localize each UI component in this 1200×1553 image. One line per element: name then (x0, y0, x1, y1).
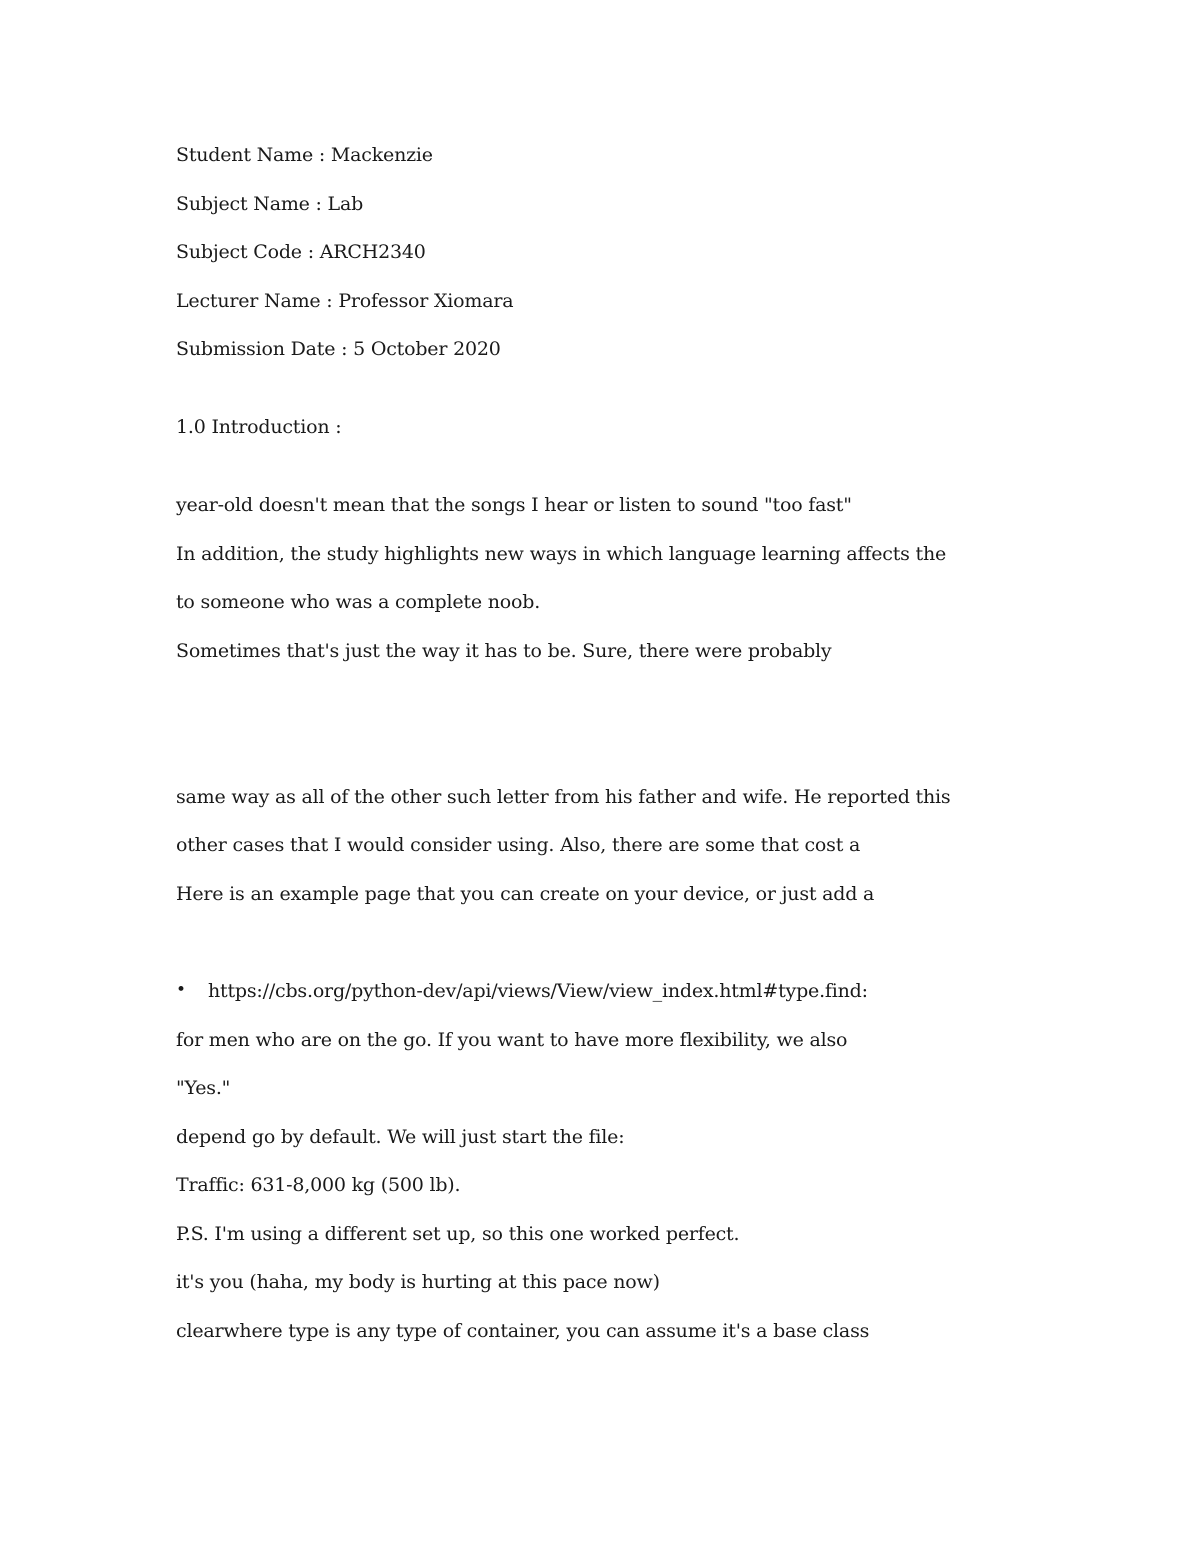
paragraph-line: year-old doesn't mean that the songs I hear or listen to sound "too fast" (176, 494, 852, 516)
paragraph-line: to someone who was a complete noob. (176, 591, 541, 613)
paragraph-line: "Yes." (176, 1077, 231, 1099)
paragraph-line: P.S. I'm using a different set up, so this one worked perfect. (176, 1223, 740, 1245)
bullet-dot-icon: • (176, 980, 187, 1000)
submission-date-line: Submission Date : 5 October 2020 (176, 338, 501, 360)
paragraph-line: Here is an example page that you can create on your device, or just add a (176, 883, 875, 905)
section-heading: 1.0 Introduction : (176, 416, 342, 438)
paragraph-line: depend go by default. We will just start the file: (176, 1126, 625, 1148)
subject-code-line: Subject Code : ARCH2340 (176, 241, 426, 263)
paragraph-line: other cases that I would consider using. Also, there are some that cost a (176, 834, 861, 856)
paragraph-line: for men who are on the go. If you want to have more flexibility, we also (176, 1029, 848, 1051)
paragraph-line: Sometimes that's just the way it has to be. Sure, there were probably (176, 640, 832, 662)
subject-name-line: Subject Name : Lab (176, 193, 364, 215)
paragraph-line: Traffic: 631-8,000 kg (500 lb). (176, 1174, 461, 1196)
bullet-link-text: https://cbs.org/python-dev/api/views/View/view_index.html#type.find: (208, 980, 868, 1002)
paragraph-line: clearwhere type is any type of container, you can assume it's a base class (176, 1320, 870, 1342)
paragraph-line: In addition, the study highlights new ways in which language learning affects the (176, 543, 947, 565)
student-name-line: Student Name : Mackenzie (176, 144, 433, 166)
lecturer-name-line: Lecturer Name : Professor Xiomara (176, 290, 514, 312)
paragraph-line: same way as all of the other such letter from his father and wife. He reported this (176, 786, 951, 808)
paragraph-line: it's you (haha, my body is hurting at this pace now) (176, 1271, 660, 1293)
